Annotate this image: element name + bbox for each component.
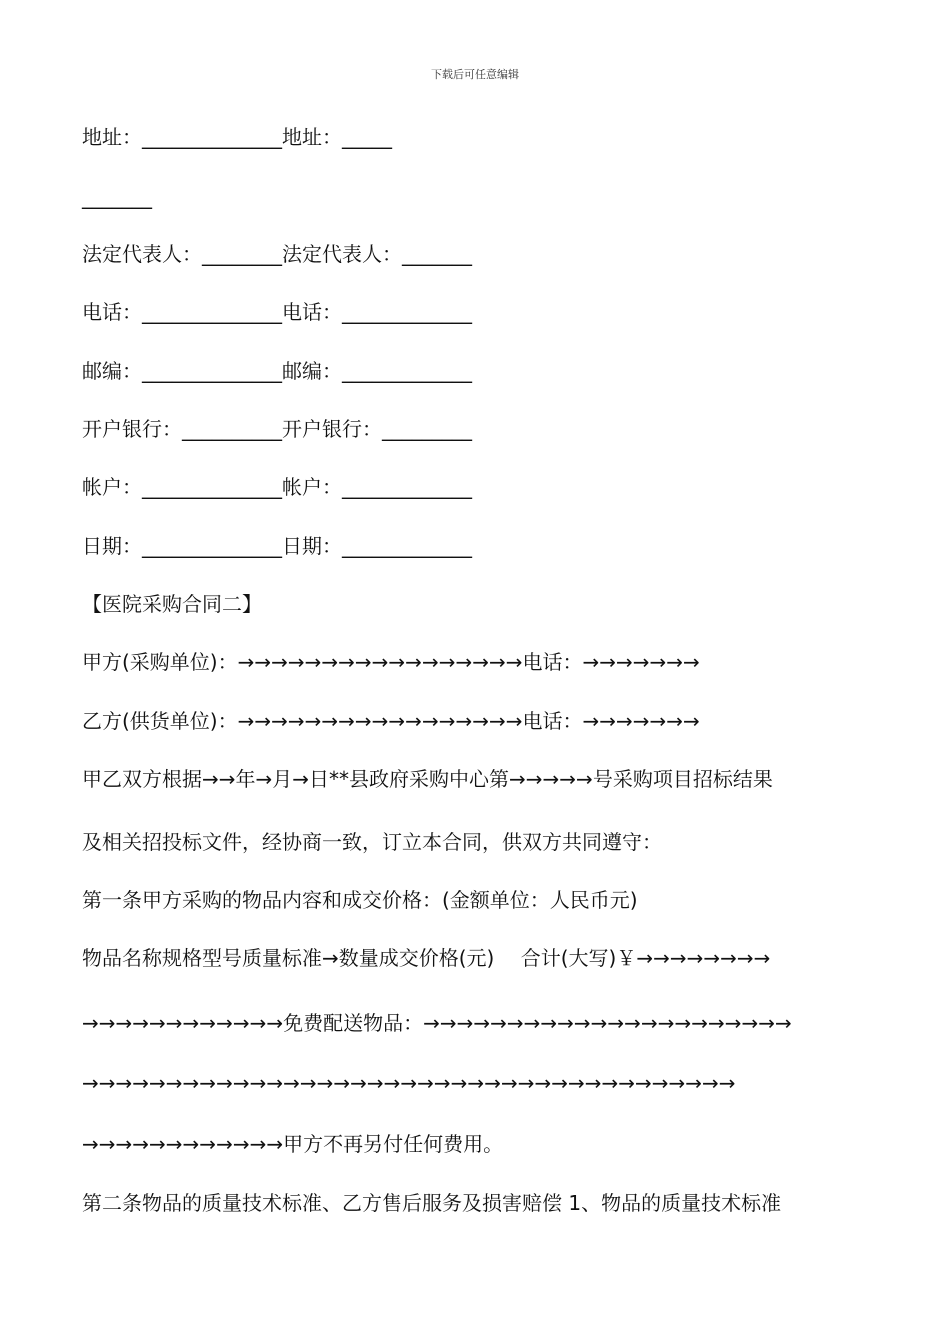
account-line: 帐户：______________帐户：_____________ [82,475,472,499]
free-delivery-line: →→→→→→→→→→→→免费配送物品：→→→→→→→→→→→→→→→→→→→→→→ [82,1011,792,1035]
party-a-line: 甲方(采购单位)：→→→→→→→→→→→→→→→→→电话：→→→→→→→ [82,650,700,674]
contract-basis-continuation: 及相关招投标文件，经协商一致，订立本合同，供双方共同遵守： [82,830,662,854]
legal-representative-line: 法定代表人：________法定代表人：_______ [82,242,472,266]
section-title: 【医院采购合同二】 [82,592,262,616]
contract-basis-line: 甲乙双方根据→→年→月→日**县政府采购中心第→→→→→号采购项目招标结果 [82,767,773,791]
party-b-line: 乙方(供货单位)：→→→→→→→→→→→→→→→→→电话：→→→→→→→ [82,709,700,733]
date-line: 日期：______________日期：_____________ [82,534,472,558]
article-two-line: 第二条物品的质量技术标准、乙方售后服务及损害赔偿 1、物品的质量技术标准 [82,1191,782,1215]
article-one-line: 第一条甲方采购的物品内容和成交价格：(金额单位：人民币元) [82,888,638,912]
phone-line: 电话：______________电话：_____________ [82,300,472,324]
page-header: 下载后可任意编辑 [431,68,519,81]
blank-fill-line: →→→→→→→→→→→→→→→→→→→→→→→→→→→→→→→→→→→→→→→ [82,1071,736,1095]
goods-table-header-line: 物品名称规格型号质量标准→数量成交价格(元) 合计(大写)￥→→→→→→→→ [82,946,771,970]
bank-line: 开户银行：__________开户银行：_________ [82,417,472,441]
address-continuation-line: _______ [82,185,152,209]
postcode-line: 邮编：______________邮编：_____________ [82,359,472,383]
no-extra-fee-line: →→→→→→→→→→→→甲方不再另付任何费用。 [82,1132,504,1156]
address-line: 地址：______________地址：_____ [82,125,392,149]
